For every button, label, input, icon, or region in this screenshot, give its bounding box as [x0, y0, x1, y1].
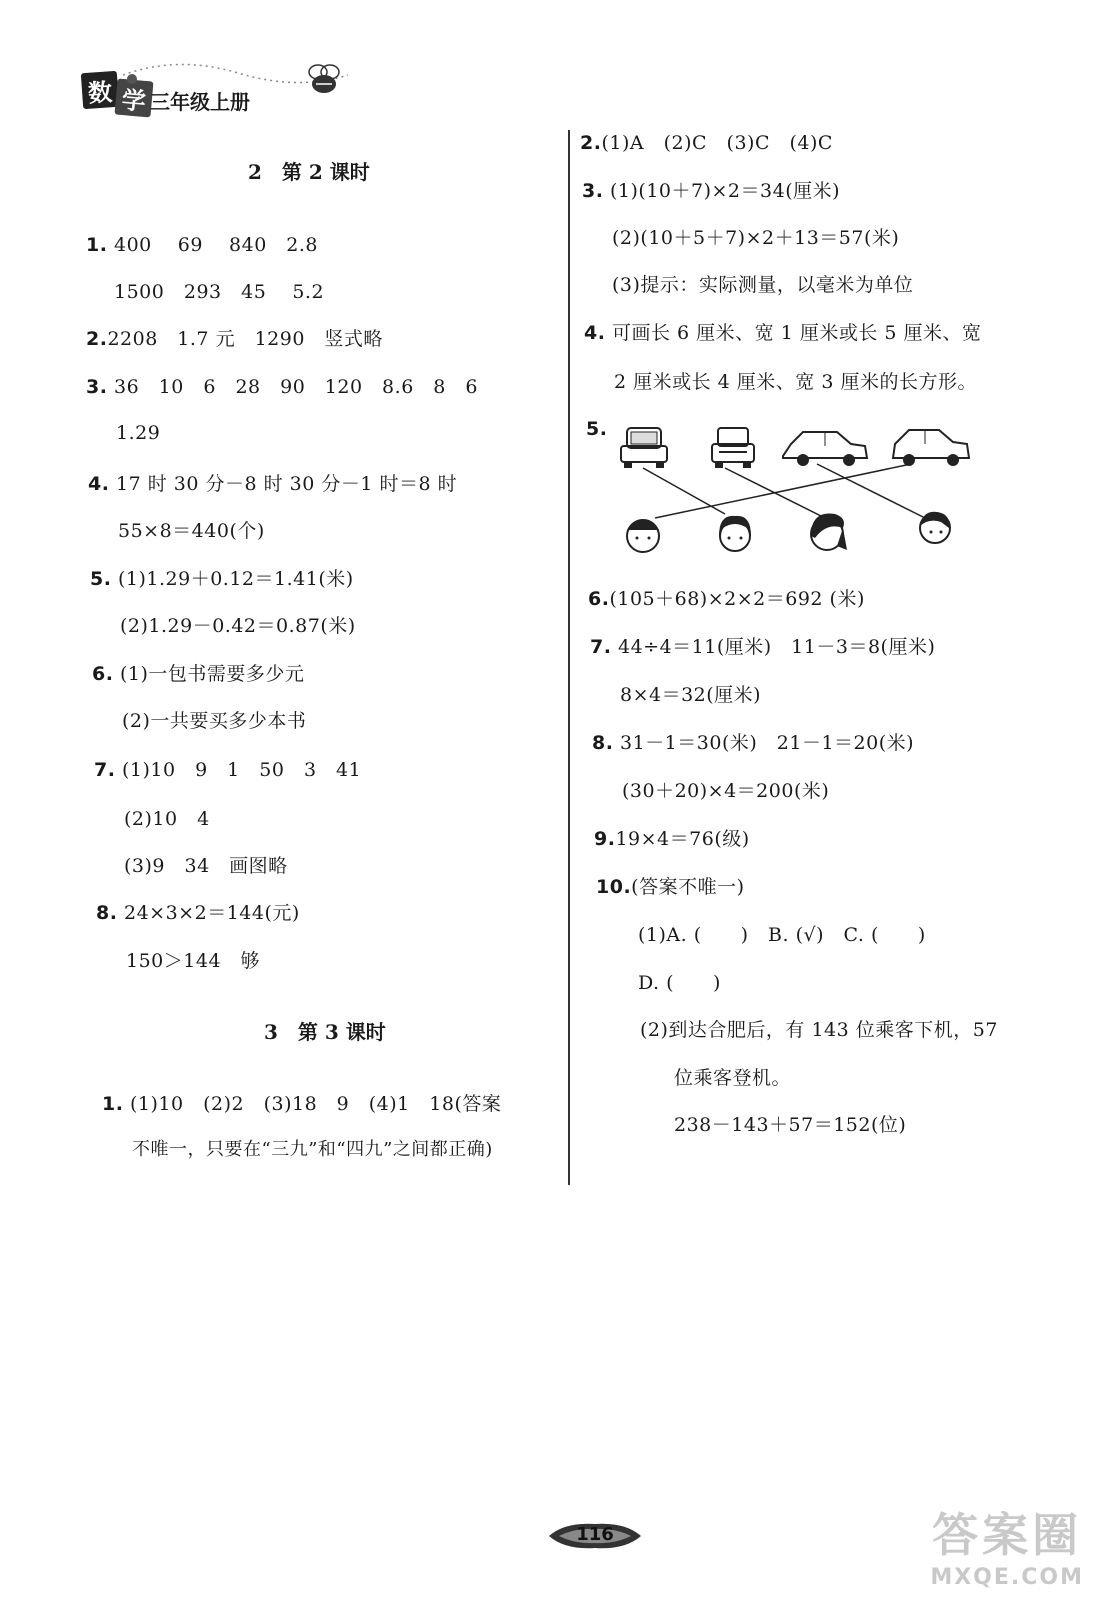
answer-r6-line-1: 6.(105＋68)×2×2＝692 (米) [588, 588, 865, 610]
car-front-icon-2 [712, 428, 754, 468]
subject-badge-1: 数 [81, 71, 119, 109]
answer-8-line-1: 8. 24×3×2＝144(元) [96, 902, 300, 924]
page-number: 116 [576, 1524, 614, 1545]
answer-r9-line-1: 9.19×4＝76(级) [594, 828, 750, 850]
child-face-icon-2 [719, 516, 751, 551]
car-front-icon-1 [621, 428, 667, 468]
section-3-answer-1-line-2: 不唯一，只要在“三九”和“四九”之间都正确) [132, 1139, 493, 1160]
answer-r4-line-2: 2 厘米或长 4 厘米、宽 3 厘米的长方形。 [614, 371, 977, 393]
answer-1-line-2: 1500 293 45 5.2 [114, 281, 325, 303]
answer-r8-line-2: (30＋20)×4＝200(米) [622, 780, 830, 802]
answer-r8-line-1: 8. 31－1＝30(米) 21－1＝20(米) [592, 732, 915, 754]
subject-badge-2: 学 [114, 78, 153, 117]
answer-6-line-2: (2)一共要买多少本书 [122, 710, 307, 732]
column-divider [568, 130, 570, 1185]
answer-r10-line-2: (1)A. ( ) B. (√) C. ( ) [638, 924, 926, 946]
page-number-badge [545, 1518, 645, 1554]
answer-r10-line-3: D. ( ) [638, 972, 721, 994]
bee-icon [298, 62, 346, 98]
answer-r7-line-1: 7. 44÷4＝11(厘米) 11－3＝8(厘米) [590, 636, 936, 658]
answer-r10-line-5: 位乘客登机。 [674, 1067, 792, 1089]
watermark-url: MXQE.COM [930, 1565, 1084, 1590]
watermark [930, 1499, 1084, 1590]
answer-r10-line-4: (2)到达合肥后，有 143 位乘客下机，57 [640, 1019, 998, 1041]
answer-r2-line-1: 2.(1)A (2)C (3)C (4)C [580, 132, 833, 154]
answer-r10-line-1: 10.(答案不唯一) [596, 876, 745, 898]
answer-r3-line-1: 3. (1)(10＋7)×2＝34(厘米) [582, 180, 841, 202]
section-3-title: 3 第 3 课时 [264, 1020, 386, 1044]
child-face-icon-3 [811, 513, 847, 550]
answer-r7-line-2: 8×4＝32(厘米) [620, 684, 762, 706]
answer-1-line-1: 1. 400 69 840 2.8 [86, 234, 319, 256]
answer-5-line-2: (2)1.29－0.42＝0.87(米) [120, 615, 356, 637]
section-2-title: 2 第 2 课时 [248, 160, 370, 184]
answer-4-line-1: 4. 17 时 30 分－8 时 30 分－1 时＝8 时 [88, 473, 458, 495]
answer-7-line-1: 7. (1)10 9 1 50 3 41 [94, 759, 362, 781]
child-face-icon-1 [627, 520, 659, 552]
answer-r10-line-6: 238－143＋57＝152(位) [674, 1114, 907, 1136]
answer-8-line-2: 150＞144 够 [126, 950, 261, 972]
answer-6-line-1: 6. (1)一包书需要多少元 [92, 663, 305, 685]
answer-3-line-2: 1.29 [116, 422, 161, 444]
car-side-icon-3 [783, 432, 867, 466]
answer-r3-line-2: (2)(10＋5＋7)×2＋13＝57(米) [612, 227, 900, 249]
answer-r4-line-1: 4. 可画长 6 厘米、宽 1 厘米或长 5 厘米、宽 [584, 322, 982, 344]
answer-4-line-2: 55×8＝440(个) [118, 520, 265, 542]
answer-r3-line-3: (3)提示：实际测量，以毫米为单位 [612, 274, 914, 296]
car-side-icon-4 [893, 430, 969, 466]
watermark-title: 答案圈 [932, 1508, 1083, 1562]
answer-r5-number: 5. [586, 418, 608, 440]
grade-title: 三年级上册 [150, 90, 250, 114]
section-3-answer-1-line-1: 1. (1)10 (2)2 (3)18 9 (4)1 18(答案 [102, 1093, 502, 1115]
answer-3-line-1: 3. 36 10 6 28 90 120 8.6 8 6 [86, 376, 478, 398]
answer-7-line-3: (3)9 34 画图略 [124, 855, 288, 877]
answer-2-line-1: 2.2208 1.7 元 1290 竖式略 [86, 328, 383, 350]
answer-5-line-1: 5. (1)1.29＋0.12＝1.41(米) [90, 568, 354, 590]
car-child-matching-figure [615, 418, 985, 558]
answer-7-line-2: (2)10 4 [124, 808, 210, 830]
child-face-icon-4 [920, 512, 950, 543]
